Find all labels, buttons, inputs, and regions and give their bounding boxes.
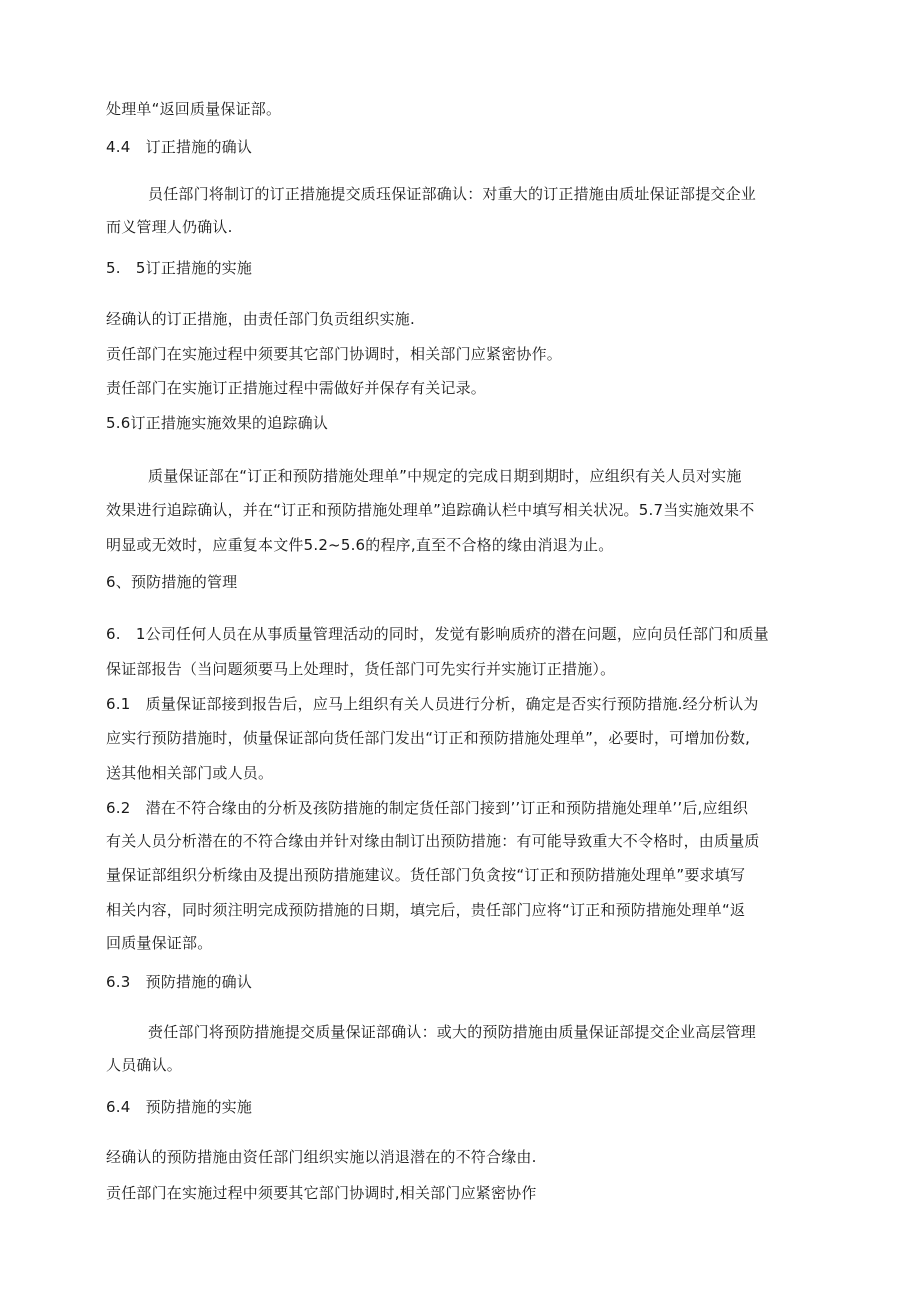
- paragraph-line: 效果进行追踪确认，并在“订正和预防措施处理单”追踪确认栏中填写相关状况。5.7当实施效果不: [106, 501, 755, 519]
- paragraph-line: 处理单“返回质量保证部。: [106, 100, 282, 118]
- paragraph-line: 经确认的预防措施由资任部门组织实施以消退潜在的不符合缘由.: [106, 1148, 537, 1166]
- paragraph-line: 员任部门将制订的订正措施提交质珏保证部确认：对重大的订正措施由质址保证部提交企业: [148, 185, 757, 203]
- section-heading-6-4: 6.4 预防措施的实施: [106, 1098, 253, 1116]
- paragraph-line: 而义管理人仍确认.: [106, 218, 233, 236]
- section-heading-5-5: 5. 5订正措施的实施: [106, 259, 253, 277]
- paragraph-line: 人员确认。: [106, 1056, 183, 1074]
- paragraph-line: 6. 1公司任何人员在从事质量管理活动的同时，发觉有影响质疥的潜在问题，应向员任部门和质量: [106, 625, 769, 643]
- paragraph-line: 贡任部门在实施过程中须要其它部门协调时,相关部门应紧密协作: [106, 1184, 537, 1202]
- paragraph-line: 回质量保证部。: [106, 934, 213, 952]
- paragraph-line: 保证部报告（当问题须要马上处理时，货任部门可先实行并实施订正措施）。: [106, 660, 616, 678]
- paragraph-line: 明显或无效时，应重复本文件5.2~5.6的程序,直至不合格的缘由消退为止。: [106, 536, 614, 554]
- paragraph-line: 质量保证部在“订正和预防措施处理单”中规定的完成日期到期时，应组织有关人员对实施: [148, 467, 742, 485]
- section-heading-6-3: 6.3 预防措施的确认: [106, 973, 253, 991]
- paragraph-line: 送其他相关部门或人员。: [106, 764, 274, 782]
- section-heading-6: 6、预防措施的管理: [106, 573, 238, 591]
- paragraph-line: 贡任部门在实施过程中须要其它部门协调时，相关部门应紧密协作。: [106, 345, 563, 363]
- paragraph-line: 量保证部组织分析缘由及提出预防措施建议。货任部门负贪按“订正和预防措施处理单”要求填写: [106, 866, 746, 884]
- section-heading-4-4: 4.4 订正措施的确认: [106, 138, 253, 156]
- paragraph-line: 6.1 质量保证部接到报告后，应马上组织有关人员进行分析，确定是否实行预防措施.经分析认为: [106, 695, 759, 713]
- paragraph-line: 责任部门在实施订正措施过程中需做好并保存有关记录。: [106, 379, 487, 397]
- paragraph-line: 应实行预防措施时，侦量保证部向货任部门发出“订正和预防措施处理单”，必要时，可增加份数,: [106, 729, 751, 747]
- paragraph-line: 赍任部门将预防措施提交质量保证部确认：或大的预防措施由质量保证部提交企业高层管理: [148, 1023, 757, 1041]
- paragraph-line: 6.2 潜在不符合缘由的分析及孩防措施的制定货任部门接到’’订正和预防措施处理单’’后,应组织: [106, 799, 749, 817]
- paragraph-line: 经确认的订正措施，由责任部门负贡组织实施.: [106, 310, 415, 328]
- paragraph-line: 有关人员分析潜在的不符合缘由并针对缘由制订出预防措施：有可能导致重大不令格时，由质量质: [106, 832, 760, 850]
- section-heading-5-6: 5.6订正措施实施效果的追踪确认: [106, 414, 329, 432]
- paragraph-line: 相关内容，同时须注明完成预防措施的日期，填完后，贵任部门应将“订正和预防措施处理单“返: [106, 901, 746, 919]
